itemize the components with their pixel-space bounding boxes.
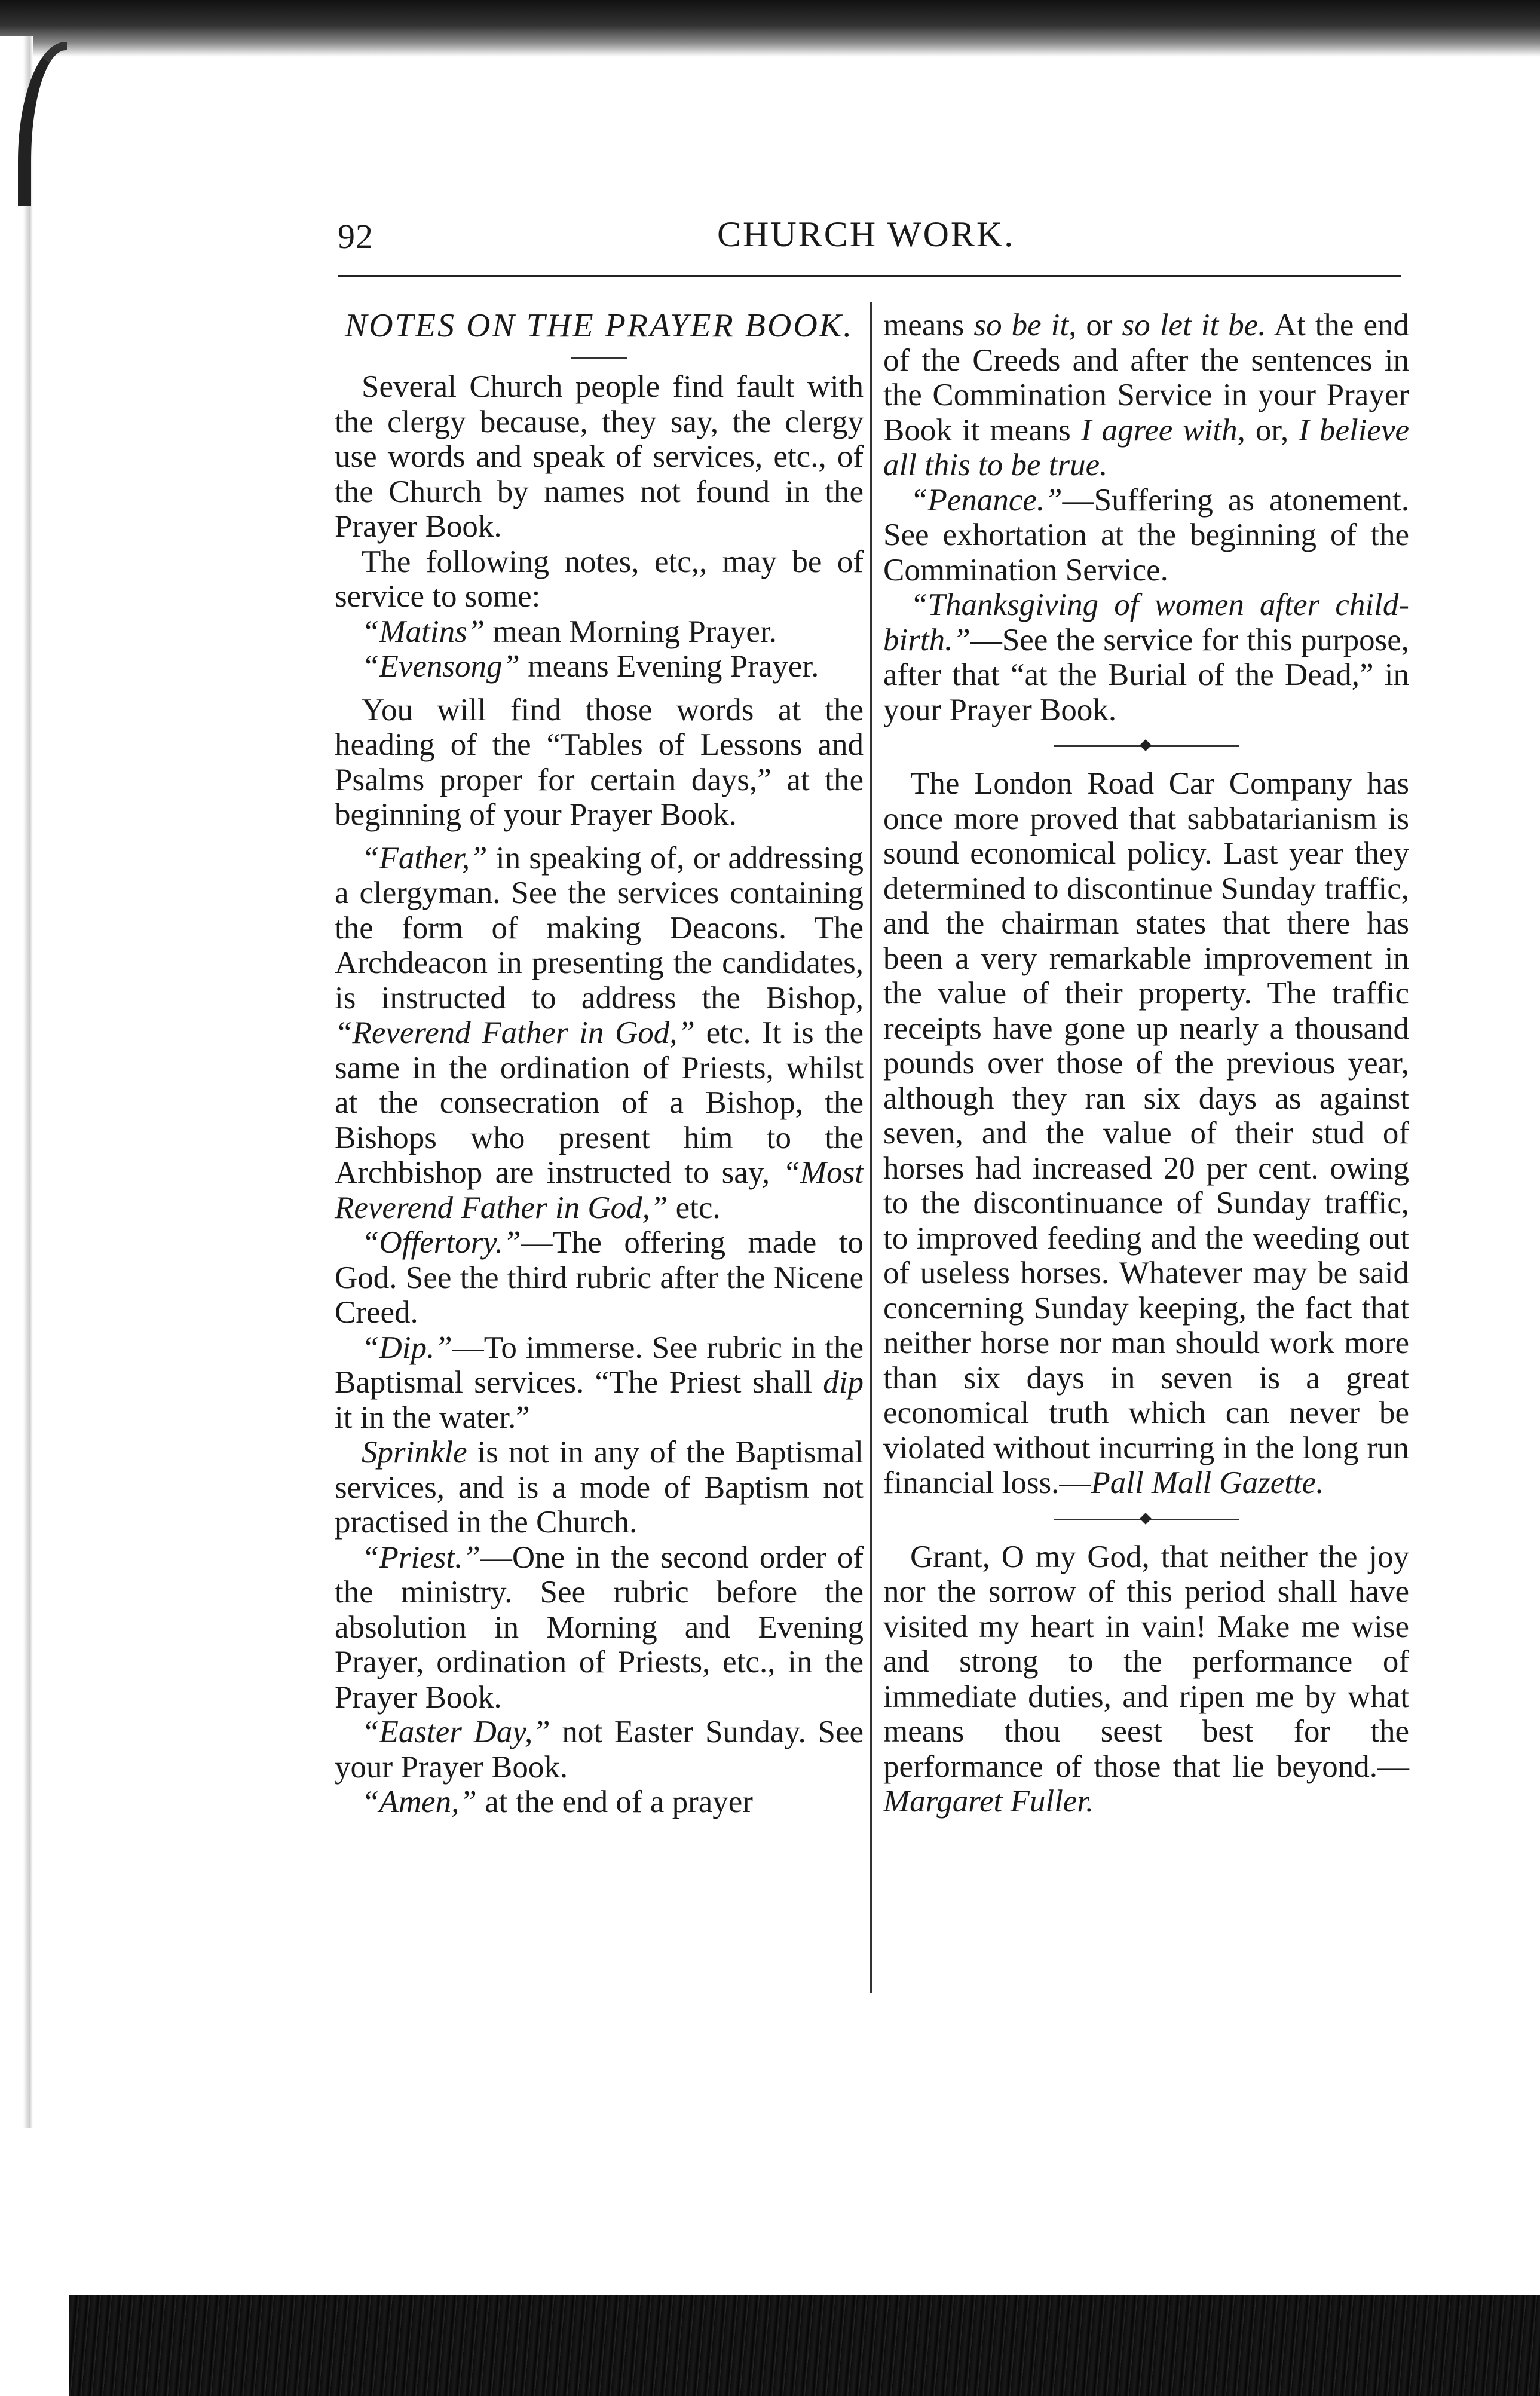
def-matins: mean Morning Prayer. (485, 614, 777, 649)
left-column (335, 308, 864, 1820)
term-father: “Father,” (362, 840, 488, 876)
article-london-road-car (883, 766, 1409, 1501)
quote-most-reverend: “Most Reverend Father in God,” (335, 1155, 864, 1225)
amen-so-be-it: so be it, (973, 308, 1077, 342)
def-amen: at the end of a prayer (476, 1785, 753, 1819)
def-sprinkle: is not in any of the Baptismal services, and is a mode of Baptism not practised in the Church. (335, 1435, 864, 1540)
column-divider (870, 302, 872, 1993)
article-title: NOTES ON THE PRAYER BOOK. (344, 307, 854, 344)
paragraph-intro: Several Church people find fault with the clergy because, they say, the clergy use words and speak of services, etc., of the Church by names not found in the Prayer Book. (335, 369, 864, 544)
title-rule (571, 357, 627, 359)
scan-bottom-edge (69, 2295, 1540, 2396)
entry-penance (883, 483, 1409, 588)
ornament-rule-2 (1054, 1519, 1239, 1520)
london-source: Pall Mall Gazette. (1091, 1465, 1324, 1500)
entry-amen-continued (883, 308, 1409, 483)
term-evensong: “Evensong” (362, 649, 520, 684)
amen-text-a: means (883, 308, 974, 342)
entry-evensong (335, 649, 864, 684)
entry-sprinkle (335, 1435, 864, 1540)
def-penance: —Suffering as atonement. See exhortation at the beginning of the Commination Service. (883, 482, 1409, 587)
scan-top-edge (0, 0, 1540, 57)
amen-text-c: At the end of the Creeds and after the sentences in the Commination Service in your Prayer Book it means (883, 308, 1409, 448)
right-column (883, 308, 1409, 1819)
amen-text-d: or, (1245, 412, 1299, 448)
word-dip: dip (823, 1365, 864, 1400)
amen-believe: I believe all this to be true. (883, 412, 1409, 482)
entry-father (335, 841, 864, 1226)
running-title: CHURCH WORK. (717, 215, 1015, 254)
def-easter: not Easter Sunday. See your Prayer Book. (335, 1715, 864, 1785)
quote-reverend-father: “Reverend Father in God,” (335, 1015, 695, 1050)
term-priest: “Priest.” (362, 1540, 480, 1575)
def-dip-a: —To immerse. See rubric in the Baptismal services. “The Priest shall (335, 1330, 864, 1400)
header-rule (338, 275, 1401, 277)
entry-matins (335, 614, 864, 650)
def-father-c: etc. (668, 1190, 721, 1225)
prayer-body: Grant, O my God, that neither the joy nor the sorrow of this period shall have visited my heart in vain! Make me wise and strong to the performance of immediate duties, and ripen me by what means thou seest best for the performance of those that lie beyond.— (883, 1539, 1409, 1784)
paragraph-find: You will find those words at the heading of the “Tables of Lessons and Psalms proper for certain days,” at the beginning of your Prayer Book. (335, 692, 864, 832)
entry-dip (335, 1330, 864, 1436)
entry-priest (335, 1540, 864, 1715)
entry-amen (335, 1785, 864, 1820)
def-father-b: etc. It is the same in the ordination of Priests, whilst at the consecration of a Bishop, the Bishops who present him to the Archbishop are instructed to say, (335, 1015, 864, 1190)
entry-easter (335, 1715, 864, 1785)
term-amen: “Amen,” (362, 1785, 477, 1819)
entry-thanksgiving (883, 587, 1409, 727)
article-prayer (883, 1540, 1409, 1819)
london-body: The London Road Car Company has once more proved that sabbatarianism is sound economical policy. Last year they determined to discontinue Sunday traffic, and the chairman states that there has been a very remarkable improvement in the value of their property. The traffic receipts have gone up nearly a thousand pounds over those of the previous year, although they ran six days as against seven, and the value of their stud of horses had increased 20 per cent. owing to the discontinuance of Sunday traffic, to improved feeding and the weeding out of useless horses. Whatever may be said concerning Sunday keeping, the fact that neither horse nor man should work more than six days in seven is a great economical truth which can never be violated without incurring in the long run financial loss.— (883, 766, 1409, 1500)
entry-offertory (335, 1225, 864, 1330)
def-dip-b: it in the water.” (335, 1400, 530, 1435)
def-priest: —One in the second order of the ministry. See rubric before the absolution in Morning and Evening Prayer, ordination of Priests, etc., in the Prayer Book. (335, 1540, 864, 1715)
amen-text-b: or (1076, 308, 1122, 342)
scan-left-edge (0, 36, 33, 2128)
term-sprinkle: Sprinkle (362, 1435, 467, 1470)
term-matins: “Matins” (362, 614, 485, 649)
term-dip: “Dip.” (362, 1330, 452, 1365)
paragraph-notes: The following notes, etc,, may be of service to some: (335, 544, 864, 614)
def-father-a: in speaking of, or addressing a clergyman. See the services containing the form of making Deacons. The Archdeacon in presenting the candidates, is instructed to address the Bishop, (335, 840, 864, 1015)
def-thanksgiving: —See the service for this purpose, after that “at the Burial of the Dead,” in your Prayer Book. (883, 622, 1409, 727)
term-thanksgiving: “Thanksgiving of women after child-birth.” (883, 587, 1409, 657)
term-offertory: “Offertory.” (362, 1225, 521, 1260)
def-evensong: means Evening Prayer. (520, 649, 819, 684)
term-penance: “Penance.” (910, 482, 1063, 518)
page-number: 92 (338, 217, 373, 256)
term-easter: “Easter Day,” (362, 1715, 550, 1749)
ornament-rule-1 (1054, 745, 1239, 747)
amen-let-it-be: so let it be. (1122, 308, 1266, 342)
def-offertory: —The offering made to God. See the third rubric after the Nicene Creed. (335, 1225, 864, 1330)
prayer-author: Margaret Fuller. (883, 1784, 1094, 1819)
amen-agree: I agree with, (1080, 412, 1245, 448)
